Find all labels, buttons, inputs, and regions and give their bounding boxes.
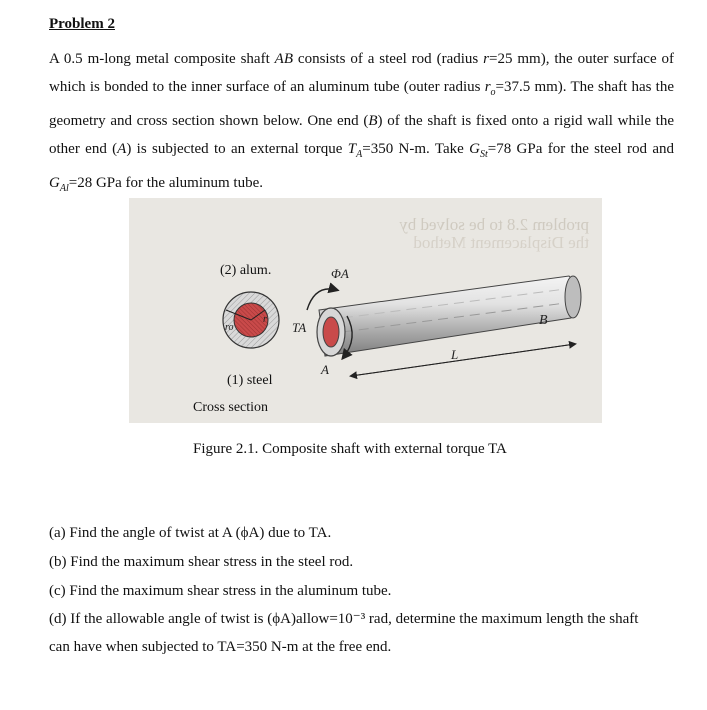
question-d-line1: (d) If the allowable angle of twist is (ϕA)allow=10⁻³ rad, determine the maximum length the shaft [49,611,639,627]
problem-title: Problem 2 [49,16,115,32]
end-a-steel-core [323,317,339,347]
question-c: (c) Find the maximum shear stress in the aluminum tube. [49,583,392,599]
label-ro: ro [225,322,234,333]
label-b: B [539,313,548,328]
bg-watermark-2: the Displacement Method [413,233,589,252]
shaft-figure [129,198,602,423]
shaft-diagram [129,198,602,423]
figure-caption: Figure 2.1. Composite shaft with external torque TA [193,441,507,457]
label-a: A [321,362,329,377]
problem-statement: A 0.5 m-long metal composite shaft AB consists of a steel rod (radius r=25 mm), the outer surface of which is bonded to the inner surface of an aluminum tube (outer radius $r_o=37.5$ mm). The shaft has the geometry and cross section shown below. One end (B) of the shaft is fixed onto a rigid wall while the other end (A) is subjected to an external torque $T_A=350$ N-m. Take $G_{St}=78$ GPa for the steel rod and $G_{Al}=28$ GPa for the aluminum tube. [49,51,675,194]
question-d-line2: can have when subjected to TA=350 N-m at the free end. [49,639,392,655]
fixed-end-b [565,276,581,318]
phi-arrow [307,289,337,310]
question-b: (b) Find the maximum shear stress in the steel rod. [49,554,354,570]
question-a: (a) Find the angle of twist at A (ϕA) due to TA. [49,525,332,541]
label-alum: (2) alum. [220,263,272,278]
label-r: r [263,314,267,325]
label-steel: (1) steel [227,373,273,388]
bg-watermark-1: problem 2.8 to be solved by [399,215,589,234]
label-phi-a: ΦA [331,266,349,281]
label-l: L [451,347,459,362]
label-cross-section: Cross section [193,400,269,415]
label-ta: TA [292,320,307,335]
